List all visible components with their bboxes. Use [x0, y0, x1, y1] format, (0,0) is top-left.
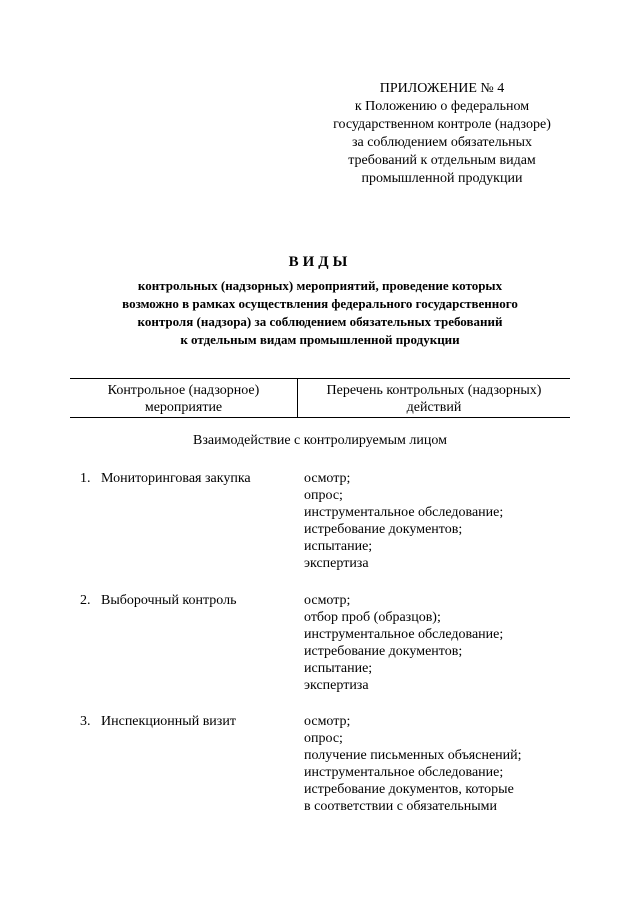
action-item: истребование документов, которые [304, 782, 514, 797]
heading-subtitle [60, 277, 580, 349]
appendix-line: государственном контроле (надзоре) [333, 117, 551, 132]
action-item: испытание; [304, 539, 373, 554]
row-measure-name: Выборочный контроль [101, 593, 237, 608]
action-item: экспертиза [304, 678, 369, 693]
column-header-line: Контрольное (надзорное) [107, 383, 260, 398]
column-header-measure [70, 379, 298, 417]
row-number: 1. [80, 471, 91, 486]
action-item: экспертиза [304, 556, 369, 571]
action-item: отбор проб (образцов); [304, 610, 441, 625]
action-item: осмотр; [304, 593, 351, 608]
action-item: истребование документов; [304, 644, 463, 659]
row-actions-list [304, 470, 503, 572]
row-actions-list [304, 592, 503, 694]
action-item: инструментальное обследование; [304, 505, 504, 520]
action-item: опрос; [304, 731, 343, 746]
row-number: 2. [80, 593, 91, 608]
action-item: осмотр; [304, 471, 351, 486]
appendix-title: ПРИЛОЖЕНИЕ № 4 [379, 81, 505, 96]
row-measure-name: Инспекционный визит [101, 714, 236, 729]
document-heading [60, 252, 580, 349]
appendix-line: требований к отдельным видам [348, 153, 536, 168]
appendix-line: к Положению о федеральном [354, 99, 530, 114]
row-actions-list [304, 713, 522, 815]
action-item: получение письменных объяснений; [304, 748, 522, 763]
heading-line: возможно в рамках осуществления федерального государственного [122, 296, 518, 311]
action-item: в соответствии с обязательными [304, 799, 497, 814]
column-header-line: Перечень контрольных (надзорных) [326, 383, 542, 398]
table-header [70, 378, 570, 418]
heading-line: к отдельным видам промышленной продукции [180, 332, 460, 347]
action-item: осмотр; [304, 714, 351, 729]
heading-title: ВИДЫ [288, 254, 352, 270]
action-item: истребование документов; [304, 522, 463, 537]
action-item: опрос; [304, 488, 343, 503]
column-header-line: мероприятие [144, 400, 223, 415]
column-header-actions [298, 379, 570, 417]
heading-line: контрольных (надзорных) мероприятий, проведение которых [137, 278, 503, 293]
action-item: инструментальное обследование; [304, 627, 504, 642]
row-measure-name: Мониторинговая закупка [101, 471, 251, 486]
heading-line: контроля (надзора) за соблюдением обязательных требований [137, 314, 503, 329]
section-title: Взаимодействие с контролируемым лицом [193, 433, 447, 448]
appendix-header [318, 80, 566, 188]
appendix-line: промышленной продукции [361, 171, 523, 186]
column-header-line: действий [406, 400, 462, 415]
action-item: испытание; [304, 661, 373, 676]
appendix-line: за соблюдением обязательных [351, 135, 533, 150]
action-item: инструментальное обследование; [304, 765, 504, 780]
row-number: 3. [80, 714, 91, 729]
